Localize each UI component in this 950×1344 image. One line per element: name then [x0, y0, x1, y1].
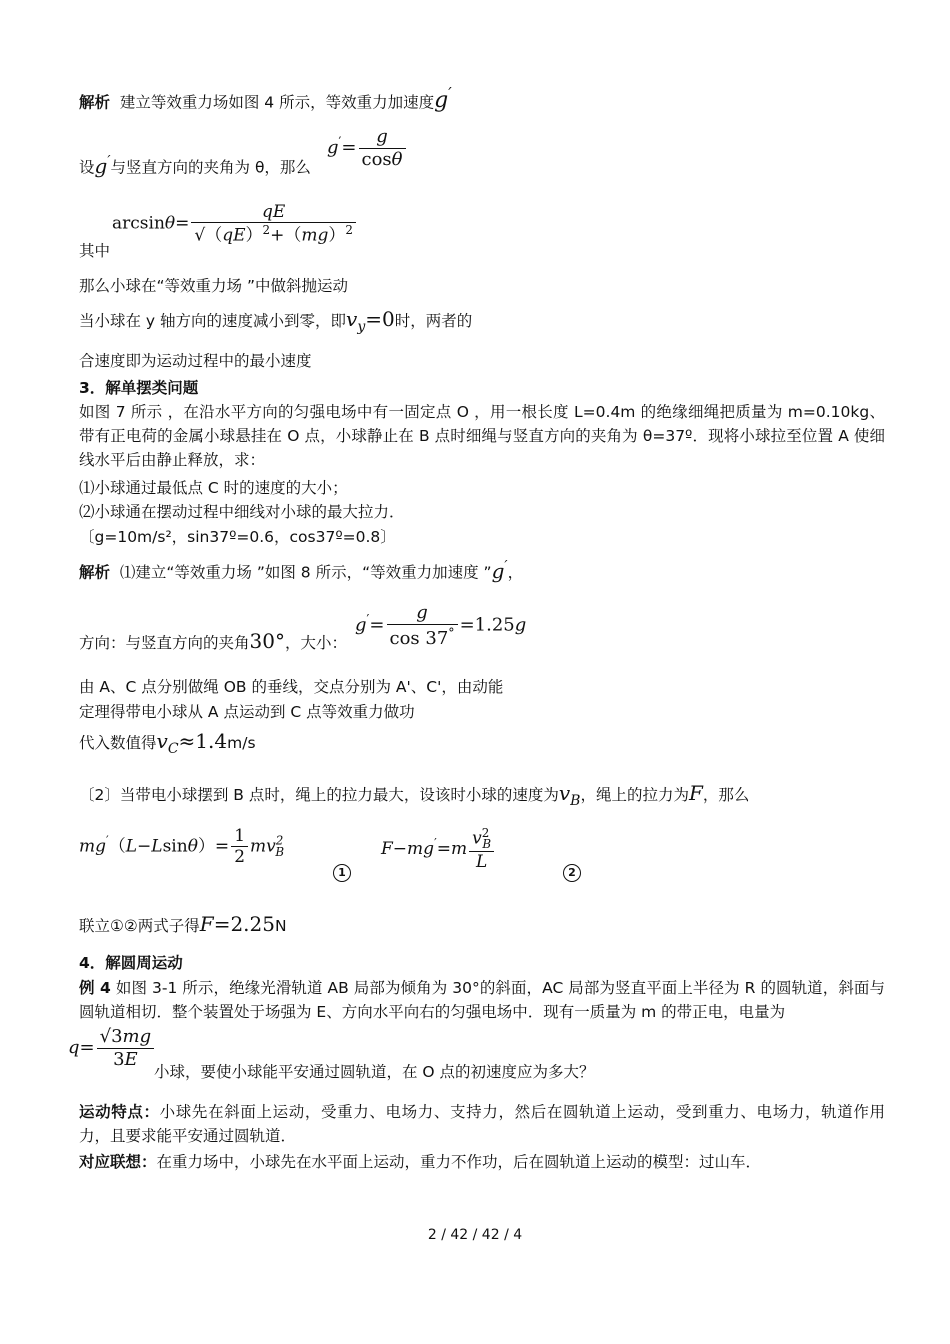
s1-title: 解析 — [79, 93, 111, 112]
s4-features: 运动特点：小球先在斜面上运动，受重力、电场力、支持力，然后在圆轨道上运动，受到重力、电场力，轨道作用力，且要求能平安通过圆轨道． — [79, 1103, 885, 1145]
s4-q-tail: 小球，要使小球能平安通过圆轨道，在 O 点的初速度应为多大？ — [154, 1063, 595, 1081]
s4-association: 对应联想：在重力场中，小球先在水平面上运动，重力不作功，后在圆轨道上运动的模型：过山车． — [79, 1153, 762, 1171]
s4-heading: 4．解圆周运动 — [79, 954, 183, 972]
equation-marker-1: 1 — [333, 864, 351, 882]
s1-line4: 那么小球在“等效重力场 ”中做斜抛运动 — [79, 277, 348, 295]
s1-line1: 解析 建立等效重力场如图 4 所示，等效重力加速度g′ — [79, 85, 452, 114]
s1-line2: 设g′与竖直方向的夹角为 θ，那么 — [79, 153, 311, 178]
s3-q2: ⑵小球通在摆动过程中细线对小球的最大拉力． — [79, 503, 405, 521]
s3-heading: 3．解单摆类问题 — [79, 379, 199, 397]
s3-given: 〔g=10m/s²，sin37º=0.6，cos37º=0.8〕 — [79, 528, 396, 546]
s1-line6: 合速度即为运动过程中的最小速度 — [79, 352, 312, 370]
page-footer: 2 / 42 / 42 / 4 — [427, 1227, 523, 1243]
s3-q1: ⑴小球通过最低点 C 时的速度的大小； — [79, 479, 348, 497]
equation-marker-2: 2 — [563, 864, 581, 882]
formula-charge: q= $\frac{√3mg}{3E}$ — [68, 1026, 156, 1070]
s3-solution-intro: 解析 ⑴建立“等效重力场 ”如图 8 所示，“等效重力加速度 ”g′， — [79, 558, 524, 583]
formula-force: F−mg′=m $\frac{v^2_B}{L}$ — [381, 826, 496, 873]
s3-text-a: 由 A、C 点分别做绳 OB 的垂线，交点分别为 A'、C'，由动能 — [79, 678, 504, 696]
s1-line3: 其中 — [79, 242, 111, 260]
formula-g-magnitude: g′= $\frac{g}{\cos 37^\circ}$ =1.25g — [355, 602, 527, 649]
formula-arcsin: arcsinθ= $\frac{qE}{√(qE)^2+(mg)^2}$ — [112, 202, 358, 246]
s4-example: 例 4 如图 3-1 所示，绝缘光滑轨道 AB 局部为倾角为 30°的斜面，AC 局部为竖直平面上半径为 R 的圆轨道，斜面与圆轨道相切．整个装置处于场强为 E、方向水平向右的匀强电场中．现有一质量为 m 的带正电，电量为 — [79, 979, 885, 1021]
formula-g-prime: g′= $\frac{g}{\cos\theta}$ — [327, 126, 408, 170]
s3-direction: 方向：与竖直方向的夹角30°，大小： — [79, 629, 347, 653]
s3-problem: 如图 7 所示 ，在沿水平方向的匀强电场中有一固定点 O ，用一根长度 L=0.4m 的绝缘细绳把质量为 m=0.10kg、带有正电荷的金属小球悬挂在 O 点，小球静止在 B 点时细绳与竖直方向的夹角为 θ=37º．现将小球拉至位置 A 使细线水平后由静止释放，求： — [79, 403, 885, 469]
s3-vc: 代入数值得$v_C\approx 1.4m/s$ — [79, 729, 256, 757]
s1-line5: 当小球在 y 轴方向的速度减小到零，即$v_y=0$时，两者的 — [79, 307, 473, 335]
formula-energy: mg′（L−Lsinθ）= $\frac{1}{2}$ $mv^2_B$ — [79, 826, 285, 868]
s3-text-b: 定理得带电小球从 A 点运动到 C 点等效重力做功 — [79, 703, 415, 721]
s3-part2: 〔2〕当带电小球摆到 B 点时，绳上的拉力最大，设该时小球的速度为$v_B$，绳上的拉力为F，那么 — [79, 781, 750, 809]
s3-result: 联立①②两式子得F=2.25N — [79, 912, 287, 936]
